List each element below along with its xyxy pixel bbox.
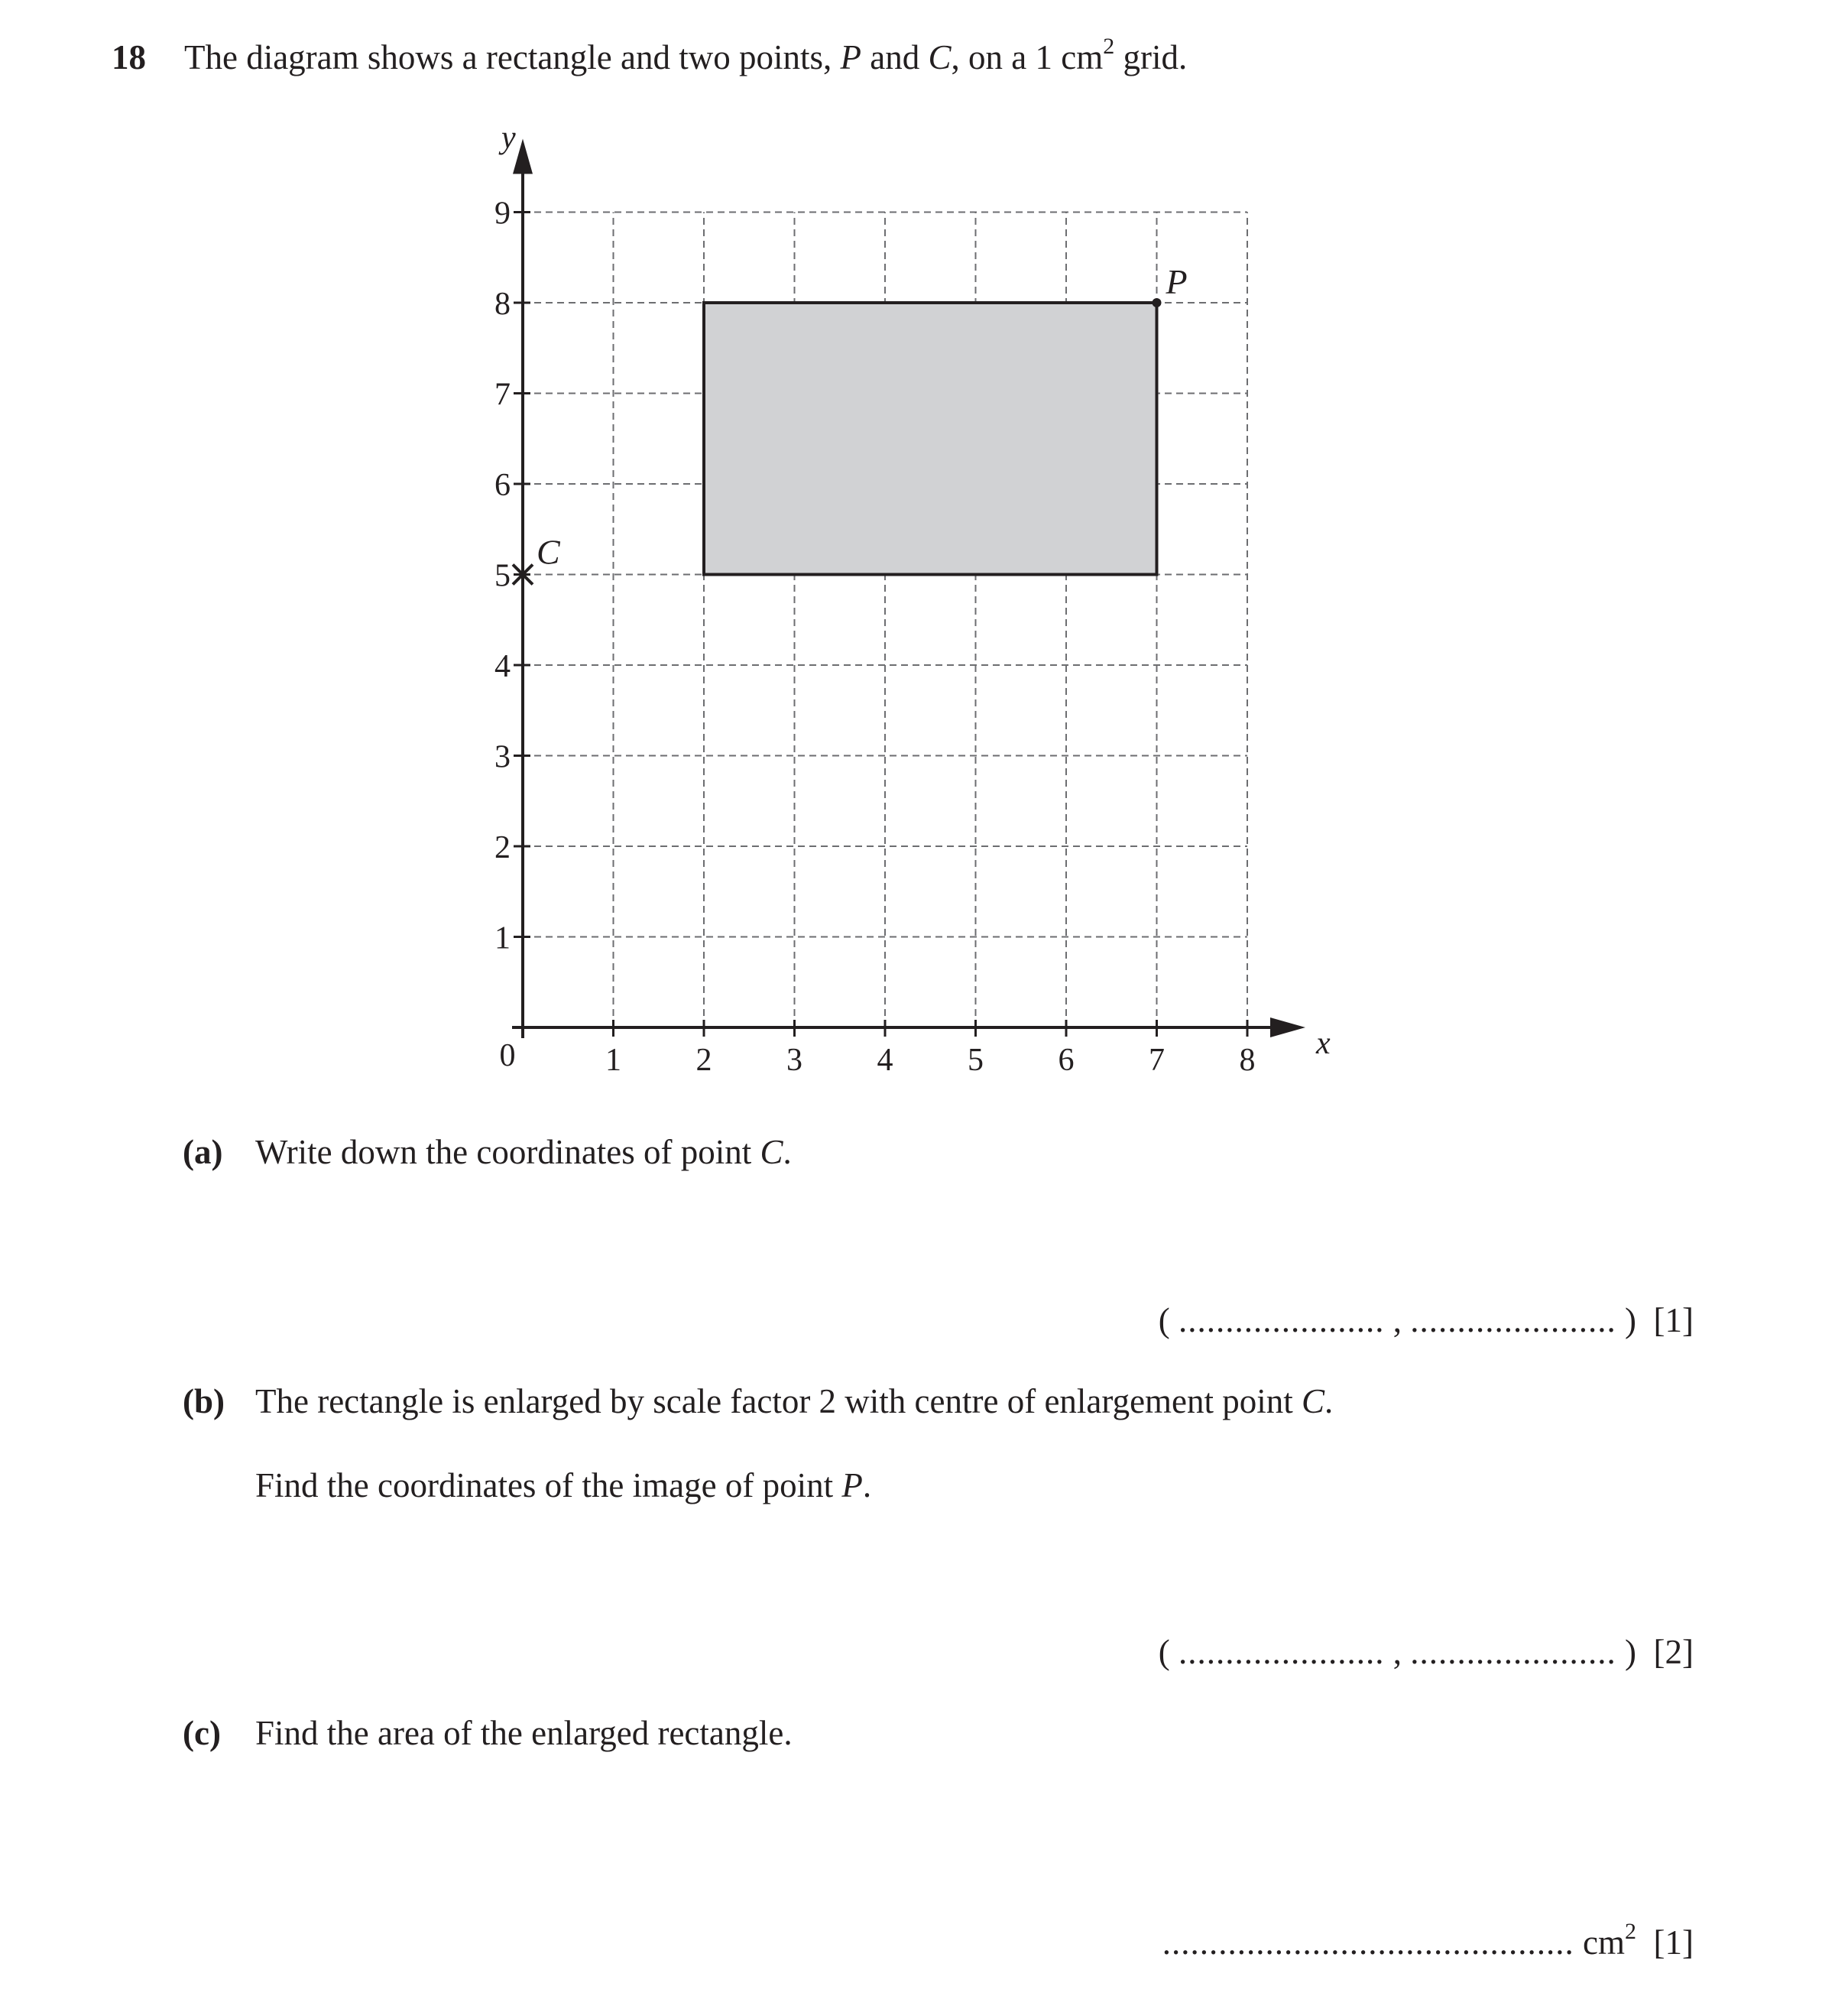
part-c-question: Find the area of the enlarged rectangle. <box>255 1714 793 1752</box>
point-c-label: C <box>537 532 560 572</box>
part-a-open-paren: ( <box>1158 1301 1170 1339</box>
y-tick-label: 3 <box>494 739 511 775</box>
part-a-point: C <box>760 1133 783 1171</box>
part-a-answer-x[interactable]: ...................... <box>1179 1301 1385 1339</box>
origin-label: 0 <box>499 1038 516 1073</box>
x-axis-label: x <box>1316 1026 1331 1061</box>
stem-point-c: C <box>928 38 952 76</box>
part-a-comma: , <box>1392 1301 1402 1339</box>
point-p-marker <box>1153 298 1162 307</box>
part-a-answer-y[interactable]: ...................... <box>1410 1301 1616 1339</box>
part-c-answer-area[interactable]: ............................................ <box>1162 1923 1574 1962</box>
part-b-text-2-end: . <box>862 1466 872 1504</box>
part-a-question <box>255 1127 792 1177</box>
part-b-open-paren: ( <box>1158 1633 1170 1671</box>
stem-text-1: The diagram shows a rectangle and two points, <box>184 38 841 76</box>
y-axis-label: y <box>501 120 516 156</box>
y-tick-label: 6 <box>494 468 511 503</box>
y-tick-label: 4 <box>494 649 511 684</box>
part-a-label: (a) <box>183 1133 223 1171</box>
stem-text-2: and <box>861 38 929 76</box>
part-b-question-2 <box>255 1460 871 1511</box>
part-c-label: (c) <box>183 1714 221 1752</box>
part-b-answer-y[interactable]: ...................... <box>1410 1633 1616 1671</box>
part-b-point-c: C <box>1302 1382 1325 1420</box>
x-tick-label: 1 <box>605 1043 621 1078</box>
part-b-marks: [2] <box>1653 1633 1694 1671</box>
part-b-answer-line <box>1159 1627 1694 1677</box>
y-tick-label: 7 <box>494 377 511 413</box>
part-b-text-end: . <box>1324 1382 1334 1420</box>
x-tick-label: 4 <box>877 1043 893 1078</box>
x-tick-label: 7 <box>1149 1043 1165 1078</box>
x-tick-label: 2 <box>695 1043 712 1078</box>
part-b-label: (b) <box>183 1382 225 1420</box>
point-p-label: P <box>1166 262 1188 301</box>
stem-text-4: grid. <box>1114 38 1188 76</box>
part-b-text: The rectangle is enlarged by scale factor 2 with centre of enlargement point <box>255 1382 1302 1420</box>
part-a-close-paren: ) <box>1625 1301 1637 1339</box>
y-tick-label: 1 <box>494 920 511 956</box>
x-axis-arrowhead <box>1270 1017 1305 1037</box>
part-b-comma: , <box>1392 1633 1402 1671</box>
question-number: 18 <box>112 38 146 76</box>
part-a-text-end: . <box>783 1133 792 1171</box>
part-b-text-2: Find the coordinates of the image of point <box>255 1466 842 1504</box>
part-b-point-p: P <box>841 1466 863 1504</box>
y-tick-label: 9 <box>494 196 511 232</box>
stem-superscript: 2 <box>1103 34 1115 59</box>
part-a-answer-line <box>1159 1295 1694 1345</box>
y-axis-arrowhead <box>513 139 533 174</box>
part-c-answer-line <box>1162 1917 1694 1972</box>
x-tick-label: 5 <box>968 1043 984 1078</box>
part-b-question <box>255 1376 1333 1426</box>
part-b-close-paren: ) <box>1625 1633 1637 1671</box>
part-c-marks: [1] <box>1653 1923 1694 1962</box>
rectangle-shape <box>704 303 1157 575</box>
y-tick-label: 8 <box>494 287 511 322</box>
part-c-unit: cm <box>1583 1923 1626 1962</box>
part-b-answer-x[interactable]: ...................... <box>1179 1633 1385 1671</box>
stem-text-3: , on a 1 cm <box>951 38 1104 76</box>
x-tick-label: 3 <box>786 1043 802 1078</box>
x-tick-label: 6 <box>1058 1043 1075 1078</box>
stem-point-p: P <box>840 38 862 76</box>
x-tick-label: 8 <box>1239 1043 1256 1078</box>
part-a-text: Write down the coordinates of point <box>255 1133 760 1171</box>
part-c-unit-superscript: 2 <box>1625 1919 1637 1944</box>
y-tick-label: 5 <box>494 558 511 594</box>
y-tick-label: 2 <box>494 830 511 865</box>
part-a-marks: [1] <box>1653 1301 1694 1339</box>
